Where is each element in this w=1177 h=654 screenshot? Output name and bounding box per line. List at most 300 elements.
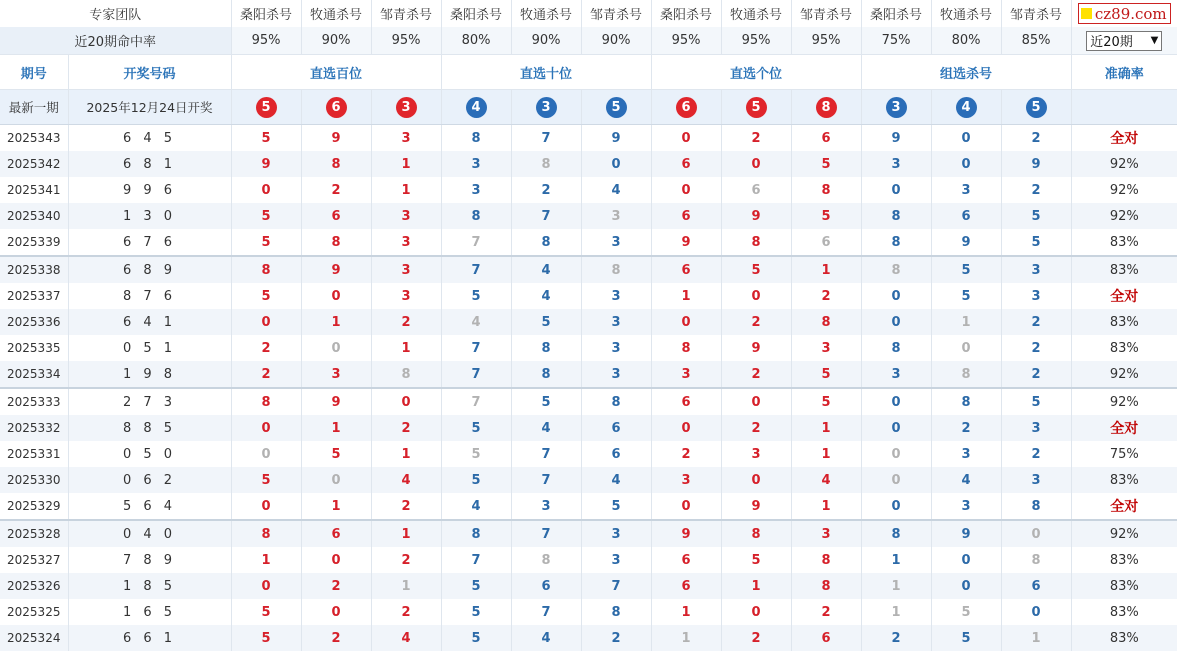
kill-number: 6	[1001, 573, 1071, 599]
kill-number: 5	[791, 388, 861, 415]
expert-name: 邹青杀号	[371, 0, 441, 27]
kill-number: 2	[1001, 177, 1071, 203]
expert-name: 牧通杀号	[931, 0, 1001, 27]
period-select[interactable]: 近20期 ▼	[1086, 31, 1162, 51]
kill-number: 9	[861, 125, 931, 152]
kill-number: 8	[931, 361, 1001, 388]
kill-number: 3	[301, 361, 371, 388]
hit-rate: 90%	[581, 27, 651, 55]
prediction-ball: 6	[676, 97, 697, 118]
kill-number: 3	[581, 361, 651, 388]
kill-number: 9	[721, 335, 791, 361]
kill-number: 9	[301, 125, 371, 152]
accuracy-value: 83%	[1071, 625, 1177, 651]
kill-number: 0	[1001, 520, 1071, 547]
period-number: 2025342	[0, 151, 68, 177]
hit-rate: 95%	[231, 27, 301, 55]
kill-number: 8	[301, 151, 371, 177]
kill-number: 5	[931, 256, 1001, 283]
accuracy-value: 75%	[1071, 441, 1177, 467]
kill-number: 3	[581, 203, 651, 229]
table-row	[0, 335, 1177, 361]
table-row	[0, 520, 1177, 547]
kill-number: 1	[231, 547, 301, 573]
table-row	[0, 283, 1177, 309]
table-row	[0, 309, 1177, 335]
kill-number: 5	[441, 573, 511, 599]
kill-number: 3	[371, 283, 441, 309]
accuracy-value: 83%	[1071, 335, 1177, 361]
kill-number: 0	[301, 599, 371, 625]
kill-number: 1	[931, 309, 1001, 335]
kill-number: 6	[651, 151, 721, 177]
kill-number: 7	[581, 573, 651, 599]
kill-number: 0	[651, 177, 721, 203]
site-logo[interactable]: cz89.com	[1078, 3, 1171, 24]
group-header-units: 直选个位	[651, 55, 861, 90]
accuracy-value: 92%	[1071, 151, 1177, 177]
kill-number: 3	[581, 547, 651, 573]
kill-number: 8	[371, 361, 441, 388]
kill-number: 0	[861, 309, 931, 335]
kill-number: 5	[1001, 388, 1071, 415]
kill-number: 2	[1001, 335, 1071, 361]
kill-number: 5	[581, 493, 651, 520]
kill-number: 8	[791, 309, 861, 335]
kill-number: 2	[371, 547, 441, 573]
kill-number: 1	[651, 625, 721, 651]
table-row	[0, 151, 1177, 177]
kill-number: 2	[371, 493, 441, 520]
kill-number: 2	[721, 625, 791, 651]
kill-number: 5	[1001, 203, 1071, 229]
kill-number: 5	[791, 203, 861, 229]
kill-number: 7	[511, 125, 581, 152]
kill-number: 6	[791, 625, 861, 651]
expert-name: 邹青杀号	[581, 0, 651, 27]
kill-number: 7	[441, 547, 511, 573]
accuracy-value: 83%	[1071, 573, 1177, 599]
kill-number: 5	[931, 625, 1001, 651]
prediction-ball: 5	[256, 97, 277, 118]
kill-number: 6	[931, 203, 1001, 229]
history-rows	[0, 125, 1177, 652]
kill-number: 2	[371, 309, 441, 335]
prediction-ball: 3	[886, 97, 907, 118]
latest-date: 2025年12月24日开奖	[68, 90, 231, 125]
accuracy-value: 83%	[1071, 467, 1177, 493]
draw-number: 5 6 4	[68, 493, 231, 520]
period-column-header: 期号	[0, 55, 68, 90]
kill-number: 5	[231, 203, 301, 229]
kill-number: 8	[511, 335, 581, 361]
kill-number: 3	[1001, 415, 1071, 441]
kill-number: 0	[861, 388, 931, 415]
kill-number: 9	[301, 256, 371, 283]
expert-name: 邹青杀号	[1001, 0, 1071, 27]
kill-number: 8	[511, 361, 581, 388]
kill-number: 8	[511, 547, 581, 573]
kill-number: 3	[371, 125, 441, 152]
period-number: 2025329	[7, 499, 61, 513]
kill-number: 6	[791, 125, 861, 152]
group-header-tens: 直选十位	[441, 55, 651, 90]
kill-number: 2	[231, 361, 301, 388]
kill-number: 1	[791, 493, 861, 520]
draw-number: 6 8 1	[68, 151, 231, 177]
kill-number: 3	[1001, 467, 1071, 493]
period-number: 2025333	[0, 388, 68, 415]
kill-number: 6	[581, 441, 651, 467]
kill-number: 0	[301, 283, 371, 309]
kill-number: 0	[371, 388, 441, 415]
hit-rate: 95%	[371, 27, 441, 55]
kill-number: 7	[441, 335, 511, 361]
expert-name: 牧通杀号	[721, 0, 791, 27]
draw-number: 6 4 1	[68, 309, 231, 335]
kill-number: 8	[931, 388, 1001, 415]
kill-number: 7	[441, 256, 511, 283]
kill-number: 0	[861, 441, 931, 467]
kill-number: 3	[791, 335, 861, 361]
hit-rate: 80%	[441, 27, 511, 55]
table-row	[0, 203, 1177, 229]
kill-number: 4	[511, 625, 581, 651]
kill-number: 6	[721, 177, 791, 203]
accuracy-value: 92%	[1071, 388, 1177, 415]
kill-number: 6	[651, 388, 721, 415]
kill-number: 1	[721, 573, 791, 599]
hit-rate-row	[0, 27, 1177, 55]
kill-number: 1	[651, 283, 721, 309]
kill-number: 3	[1001, 256, 1071, 283]
kill-number: 0	[231, 177, 301, 203]
kill-number: 0	[861, 415, 931, 441]
logo-square-icon	[1081, 8, 1092, 19]
kill-number: 9	[301, 388, 371, 415]
kill-number: 7	[511, 520, 581, 547]
draw-number: 0 5 1	[68, 335, 231, 361]
table-row	[0, 229, 1177, 256]
period-number: 2025335	[7, 341, 61, 355]
kill-number: 6	[511, 573, 581, 599]
kill-number: 5	[231, 125, 301, 152]
kill-number: 2	[791, 599, 861, 625]
kill-number: 5	[301, 441, 371, 467]
kill-number: 3	[581, 520, 651, 547]
period-number: 2025334	[0, 361, 68, 388]
period-number: 2025325	[7, 605, 61, 619]
kill-number: 8	[721, 520, 791, 547]
kill-number: 3	[371, 256, 441, 283]
draw-column-header: 开奖号码	[68, 55, 231, 90]
kill-number: 0	[581, 151, 651, 177]
period-number: 2025341	[7, 183, 61, 197]
group-header-combo: 组选杀号	[861, 55, 1071, 90]
kill-number: 2	[301, 177, 371, 203]
draw-number: 1 3 0	[68, 203, 231, 229]
hit-rate-label: 近20期命中率	[0, 27, 231, 55]
kill-number: 8	[581, 599, 651, 625]
expert-name: 邹青杀号	[791, 0, 861, 27]
kill-number: 0	[301, 467, 371, 493]
kill-number: 3	[371, 203, 441, 229]
table-row	[0, 388, 1177, 415]
latest-label: 最新一期	[0, 90, 68, 125]
draw-number: 6 8 9	[68, 256, 231, 283]
kill-number: 0	[721, 151, 791, 177]
chevron-down-icon: ▼	[1150, 35, 1159, 46]
period-number: 2025339	[7, 235, 61, 249]
kill-number: 0	[651, 415, 721, 441]
kill-number: 5	[791, 361, 861, 388]
kill-number: 1	[651, 599, 721, 625]
kill-number: 5	[441, 283, 511, 309]
kill-number: 9	[651, 229, 721, 256]
kill-number: 0	[931, 151, 1001, 177]
kill-number: 8	[231, 256, 301, 283]
prediction-ball: 4	[956, 97, 977, 118]
accuracy-value: 全对	[1071, 125, 1177, 152]
draw-number: 6 7 6	[68, 229, 231, 256]
kill-number: 8	[441, 125, 511, 152]
kill-number: 1	[861, 573, 931, 599]
category-header-row	[0, 55, 1177, 90]
period-number: 2025343	[7, 131, 61, 145]
kill-number: 0	[721, 388, 791, 415]
kill-number: 1	[371, 151, 441, 177]
kill-number: 3	[651, 467, 721, 493]
draw-number: 2 7 3	[68, 388, 231, 415]
kill-number: 4	[511, 256, 581, 283]
kill-number: 4	[581, 177, 651, 203]
kill-number: 7	[441, 229, 511, 256]
kill-number: 9	[1001, 151, 1071, 177]
accuracy-value: 全对	[1071, 493, 1177, 520]
kill-number: 1	[861, 547, 931, 573]
kill-number: 2	[931, 415, 1001, 441]
hit-rate: 90%	[301, 27, 371, 55]
kill-number: 8	[1001, 547, 1071, 573]
kill-number: 9	[581, 125, 651, 152]
accuracy-column-header: 准确率	[1071, 55, 1177, 90]
kill-number: 3	[581, 229, 651, 256]
draw-number: 8 8 5	[68, 415, 231, 441]
table-row	[0, 625, 1177, 651]
kill-number: 0	[861, 493, 931, 520]
kill-number: 5	[231, 599, 301, 625]
kill-number: 3	[581, 335, 651, 361]
kill-number: 2	[721, 125, 791, 152]
accuracy-value: 92%	[1071, 520, 1177, 547]
hit-rate: 80%	[931, 27, 1001, 55]
kill-number: 4	[511, 283, 581, 309]
kill-number: 7	[511, 599, 581, 625]
draw-number: 1 6 5	[68, 599, 231, 625]
kill-number: 0	[231, 441, 301, 467]
kill-number: 8	[791, 573, 861, 599]
kill-number: 8	[581, 388, 651, 415]
kill-number: 0	[231, 573, 301, 599]
kill-number: 1	[371, 520, 441, 547]
period-number: 2025337	[7, 289, 61, 303]
kill-number: 3	[581, 309, 651, 335]
kill-number: 5	[441, 441, 511, 467]
kill-number: 0	[721, 283, 791, 309]
kill-number: 2	[1001, 361, 1071, 388]
accuracy-value: 92%	[1071, 203, 1177, 229]
kill-number: 0	[721, 467, 791, 493]
kill-number: 7	[511, 203, 581, 229]
kill-number: 2	[1001, 441, 1071, 467]
period-number: 2025328	[0, 520, 68, 547]
kill-number: 3	[931, 493, 1001, 520]
kill-number: 9	[931, 229, 1001, 256]
prediction-ball: 3	[396, 97, 417, 118]
kill-number: 1	[861, 599, 931, 625]
table-row	[0, 125, 1177, 152]
kill-number: 8	[511, 229, 581, 256]
kill-number: 0	[231, 493, 301, 520]
table-row	[0, 573, 1177, 599]
kill-number: 2	[791, 283, 861, 309]
kill-number: 2	[301, 573, 371, 599]
period-number: 2025331	[7, 447, 61, 461]
kill-number: 1	[301, 309, 371, 335]
accuracy-value: 83%	[1071, 599, 1177, 625]
draw-number: 1 8 5	[68, 573, 231, 599]
table-row	[0, 599, 1177, 625]
draw-number: 8 7 6	[68, 283, 231, 309]
kill-number: 1	[1001, 625, 1071, 651]
period-number: 2025330	[0, 467, 68, 493]
kill-number: 6	[651, 256, 721, 283]
hit-rate: 85%	[1001, 27, 1071, 55]
kill-number: 6	[651, 547, 721, 573]
kill-number: 5	[931, 599, 1001, 625]
kill-number: 2	[1001, 309, 1071, 335]
kill-number: 0	[1001, 599, 1071, 625]
kill-number: 5	[511, 309, 581, 335]
kill-number: 0	[931, 547, 1001, 573]
kill-number: 2	[651, 441, 721, 467]
kill-number: 3	[861, 361, 931, 388]
period-number: 2025324	[0, 625, 68, 651]
kill-number: 2	[721, 309, 791, 335]
table-row	[0, 415, 1177, 441]
kill-number: 6	[581, 415, 651, 441]
hit-rate: 75%	[861, 27, 931, 55]
period-number: 2025340	[0, 203, 68, 229]
prediction-ball: 4	[466, 97, 487, 118]
kill-number: 0	[301, 335, 371, 361]
draw-number: 1 9 8	[68, 361, 231, 388]
kill-number: 8	[721, 229, 791, 256]
kill-number: 5	[1001, 229, 1071, 256]
kill-number: 3	[791, 520, 861, 547]
table-row	[0, 177, 1177, 203]
logo-cell	[1071, 0, 1177, 27]
kill-number: 1	[791, 441, 861, 467]
prediction-ball: 5	[1026, 97, 1047, 118]
kill-number: 3	[931, 441, 1001, 467]
kill-number: 5	[441, 467, 511, 493]
kill-number: 1	[371, 177, 441, 203]
accuracy-value: 全对	[1071, 415, 1177, 441]
draw-number: 7 8 9	[68, 547, 231, 573]
kill-number: 4	[441, 493, 511, 520]
kill-number: 0	[861, 177, 931, 203]
accuracy-value: 全对	[1071, 283, 1177, 309]
kill-number: 8	[1001, 493, 1071, 520]
kill-number: 2	[371, 415, 441, 441]
kill-number: 2	[231, 335, 301, 361]
kill-number: 0	[861, 283, 931, 309]
table-row	[0, 467, 1177, 493]
kill-number: 8	[231, 388, 301, 415]
kill-number: 6	[651, 203, 721, 229]
kill-number: 5	[231, 283, 301, 309]
kill-number: 8	[511, 151, 581, 177]
kill-number: 5	[441, 625, 511, 651]
kill-number: 2	[511, 177, 581, 203]
accuracy-value: 92%	[1071, 177, 1177, 203]
kill-number: 3	[651, 361, 721, 388]
kill-number: 4	[581, 467, 651, 493]
kill-number: 0	[721, 599, 791, 625]
hit-rate: 95%	[791, 27, 861, 55]
kill-number: 7	[441, 388, 511, 415]
team-label: 专家团队	[0, 0, 231, 27]
kill-number: 5	[931, 283, 1001, 309]
kill-number: 0	[231, 309, 301, 335]
kill-number: 7	[441, 361, 511, 388]
group-header-hundreds: 直选百位	[231, 55, 441, 90]
table-row	[0, 441, 1177, 467]
kill-number: 5	[721, 256, 791, 283]
kill-number: 1	[371, 335, 441, 361]
kill-number: 3	[511, 493, 581, 520]
kill-number: 8	[441, 203, 511, 229]
kill-number: 9	[931, 520, 1001, 547]
latest-accuracy-empty	[1071, 90, 1177, 125]
prediction-ball: 6	[326, 97, 347, 118]
kill-number: 8	[301, 229, 371, 256]
kill-number: 6	[791, 229, 861, 256]
kill-number: 3	[441, 177, 511, 203]
kill-number: 3	[861, 151, 931, 177]
kill-number: 8	[861, 203, 931, 229]
expert-name: 牧通杀号	[301, 0, 371, 27]
kill-number: 9	[721, 203, 791, 229]
kill-number: 0	[931, 573, 1001, 599]
kill-number: 5	[791, 151, 861, 177]
prediction-ball: 3	[536, 97, 557, 118]
kill-number: 5	[231, 467, 301, 493]
expert-header-row	[0, 0, 1177, 27]
kill-number: 3	[441, 151, 511, 177]
kill-number: 8	[791, 547, 861, 573]
kill-number: 2	[1001, 125, 1071, 152]
kill-number: 7	[511, 441, 581, 467]
kill-number: 7	[511, 467, 581, 493]
kill-number: 1	[301, 493, 371, 520]
draw-number: 9 9 6	[68, 177, 231, 203]
accuracy-value: 83%	[1071, 547, 1177, 573]
kill-number: 9	[721, 493, 791, 520]
kill-number: 0	[301, 547, 371, 573]
kill-number: 5	[441, 599, 511, 625]
